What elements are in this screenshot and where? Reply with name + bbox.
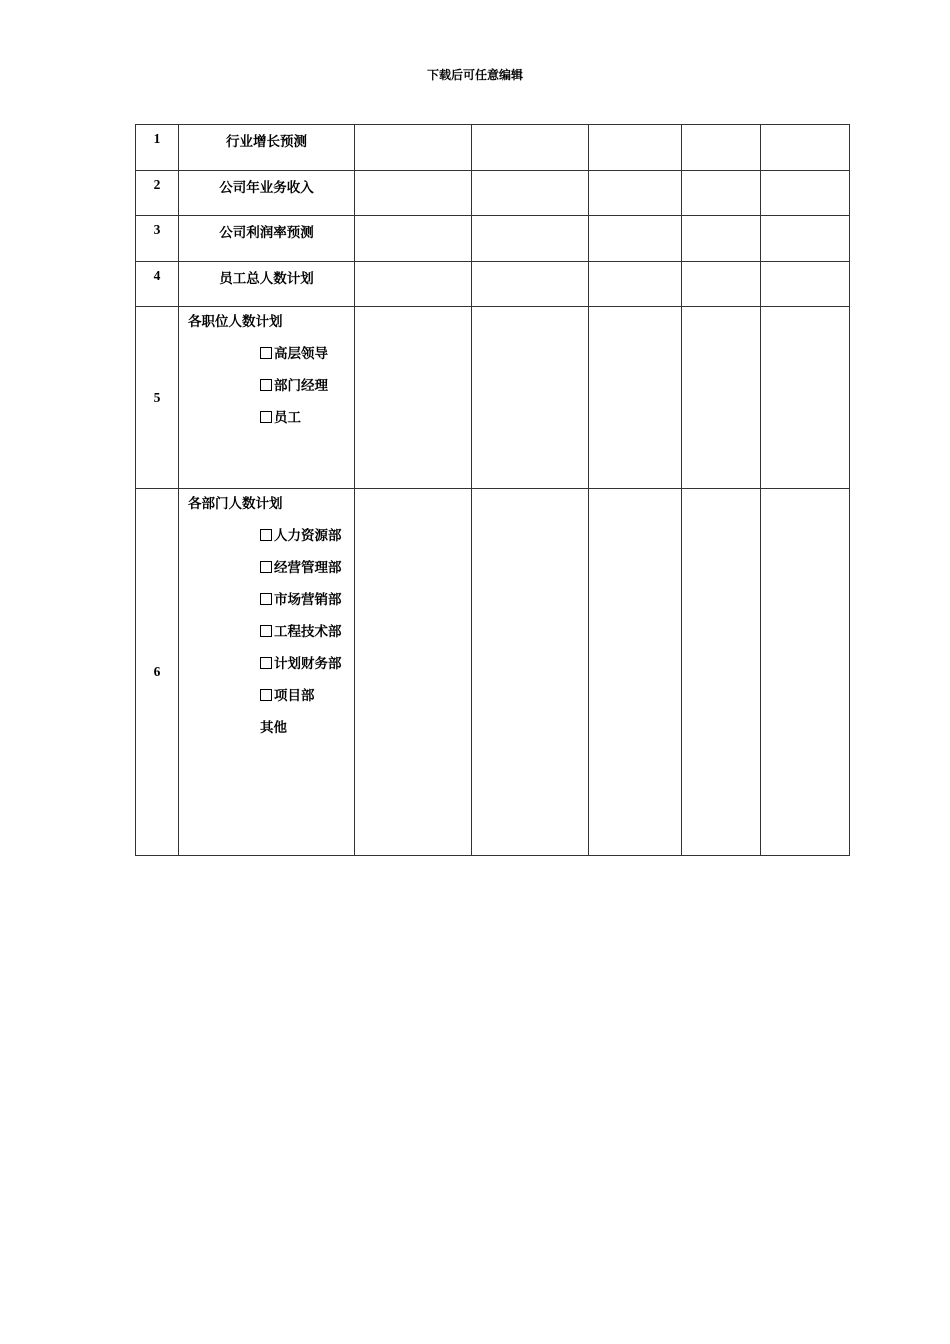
- checkbox-icon[interactable]: [260, 411, 272, 423]
- table-row: [136, 262, 850, 307]
- list-subitem[interactable]: 高层领导: [188, 344, 354, 376]
- empty-cell[interactable]: [682, 307, 761, 489]
- list-subitem[interactable]: 人力资源部: [188, 526, 354, 558]
- checkbox-icon[interactable]: [260, 379, 272, 391]
- empty-cell[interactable]: [472, 489, 589, 856]
- empty-cell[interactable]: [355, 489, 472, 856]
- empty-cell[interactable]: [589, 262, 682, 307]
- list-subitem[interactable]: 市场营销部: [188, 590, 354, 622]
- empty-cell[interactable]: [589, 125, 682, 171]
- row-item: 员工总人数计划: [179, 262, 355, 307]
- empty-cell[interactable]: [472, 262, 589, 307]
- list-subitem[interactable]: 项目部: [188, 686, 354, 718]
- list-subitem[interactable]: 部门经理: [188, 376, 354, 408]
- empty-cell[interactable]: [682, 171, 761, 216]
- checkbox-icon[interactable]: [260, 561, 272, 573]
- row-number: 3: [136, 216, 179, 262]
- row-number: 1: [136, 125, 179, 171]
- empty-cell[interactable]: [355, 216, 472, 262]
- empty-cell[interactable]: [472, 307, 589, 489]
- empty-cell[interactable]: [589, 171, 682, 216]
- row-item: 行业增长预测: [179, 125, 355, 171]
- plan-table: [135, 124, 850, 856]
- row-item: [179, 489, 355, 856]
- empty-cell[interactable]: [761, 216, 850, 262]
- empty-cell[interactable]: [761, 125, 850, 171]
- empty-cell[interactable]: [682, 489, 761, 856]
- list-subitem[interactable]: 经营管理部: [188, 558, 354, 590]
- table-row: [136, 125, 850, 171]
- empty-cell[interactable]: [472, 171, 589, 216]
- list-subitem[interactable]: 计划财务部: [188, 654, 354, 686]
- checkbox-icon[interactable]: [260, 625, 272, 637]
- empty-cell[interactable]: [355, 307, 472, 489]
- empty-cell[interactable]: [682, 216, 761, 262]
- row-number: 6: [136, 489, 179, 856]
- list-title: 各职位人数计划: [188, 314, 283, 330]
- empty-cell[interactable]: [761, 489, 850, 856]
- table-row: [136, 307, 850, 489]
- table-row: [136, 216, 850, 262]
- empty-cell[interactable]: [355, 171, 472, 216]
- row-item: [179, 307, 355, 489]
- empty-cell[interactable]: [589, 216, 682, 262]
- empty-cell[interactable]: [682, 262, 761, 307]
- page-header: 下载后可任意编辑: [426, 68, 523, 82]
- row-item: 公司年业务收入: [179, 171, 355, 216]
- empty-cell[interactable]: [472, 216, 589, 262]
- checkbox-icon[interactable]: [260, 529, 272, 541]
- checkbox-icon[interactable]: [260, 689, 272, 701]
- table-row: [136, 489, 850, 856]
- row-number: 5: [136, 307, 179, 489]
- table-row: [136, 171, 850, 216]
- list-subitem[interactable]: 员工: [188, 408, 354, 440]
- empty-cell[interactable]: [589, 307, 682, 489]
- row-number: 2: [136, 171, 179, 216]
- checkbox-icon[interactable]: [260, 593, 272, 605]
- empty-cell[interactable]: [761, 262, 850, 307]
- list-title: 各部门人数计划: [188, 496, 283, 512]
- empty-cell[interactable]: [761, 307, 850, 489]
- checkbox-icon[interactable]: [260, 347, 272, 359]
- list-subitem[interactable]: 工程技术部: [188, 622, 354, 654]
- empty-cell[interactable]: [761, 171, 850, 216]
- list-subitem-other: 其他: [260, 720, 287, 736]
- empty-cell[interactable]: [355, 262, 472, 307]
- checkbox-icon[interactable]: [260, 657, 272, 669]
- empty-cell[interactable]: [589, 489, 682, 856]
- empty-cell[interactable]: [682, 125, 761, 171]
- row-number: 4: [136, 262, 179, 307]
- empty-cell[interactable]: [472, 125, 589, 171]
- empty-cell[interactable]: [355, 125, 472, 171]
- row-item: 公司利润率预测: [179, 216, 355, 262]
